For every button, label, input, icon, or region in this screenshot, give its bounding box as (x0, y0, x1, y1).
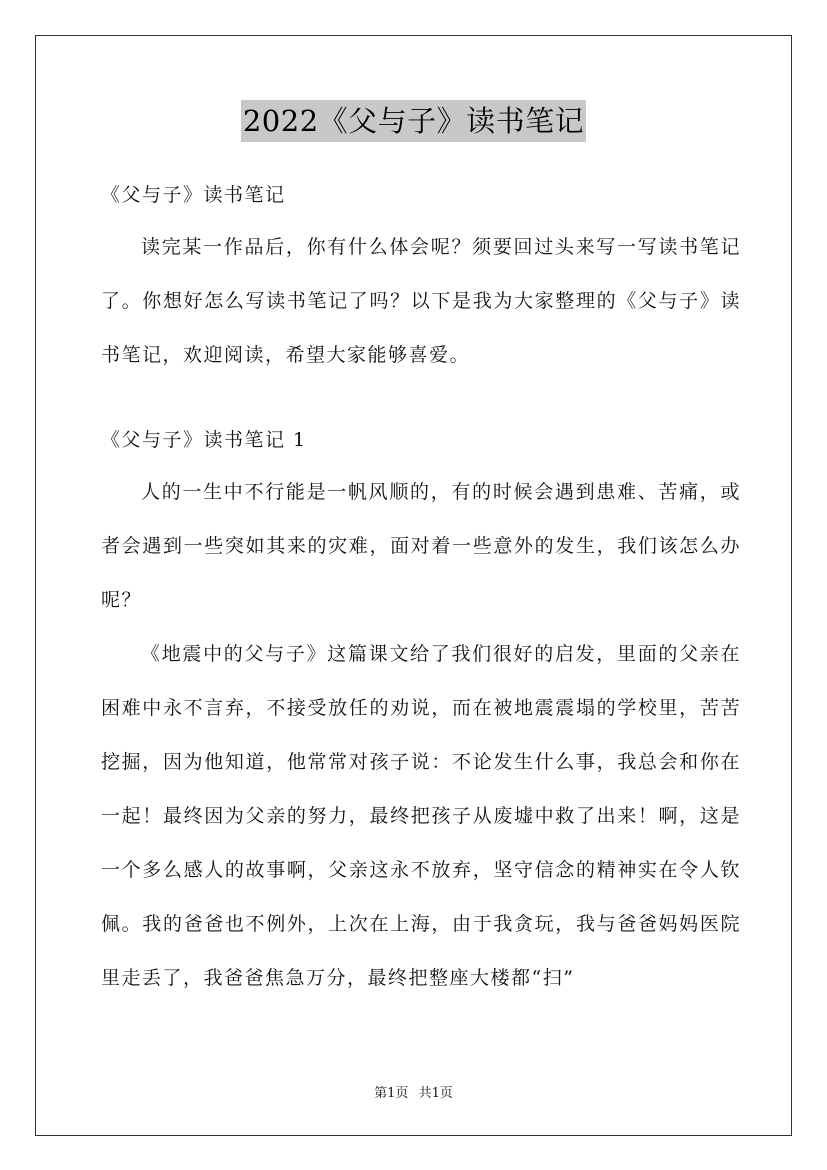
section-heading: 《父与子》读书笔记 1 (101, 429, 307, 451)
section-gap (101, 382, 741, 415)
intro-heading: 《父与子》读书笔记 (101, 184, 286, 206)
page-total: 共1页 (418, 1086, 453, 1101)
title-wrap (0, 100, 827, 142)
page-number: 第1页 (374, 1086, 409, 1101)
document-body (101, 170, 741, 1005)
intro-paragraph: 读完某一作品后，你有什么体会呢？须要回过头来写一写读书笔记了。你想好怎么写读书笔记了吗？以下是我为大家整理的《父与子》读书笔记，欢迎阅读，希望大家能够喜爱。 (101, 236, 741, 366)
document-title: 2022《父与子》读书笔记 (241, 100, 586, 142)
page-footer (0, 1082, 827, 1101)
body-paragraph: 人的一生中不行能是一帆风顺的，有的时候会遇到患难、苦痛，或者会遇到一些突如其来的灾难，面对着一些意外的发生，我们该怎么办呢？ (101, 481, 741, 611)
body-paragraph: 《地震中的父与子》这篇课文给了我们很好的启发，里面的父亲在困难中永不言弃，不接受放任的劝说，而在被地震震塌的学校里，苦苦挖掘，因为他知道，他常常对孩子说：不论发生什么事，我总会和你在一起！最终因为父亲的努力，最终把孩子从废墟中救了出来！啊，这是一个多么感人的故事啊，父亲这永不放弃，坚守信念的精神实在令人钦佩。我的爸爸也不例外，上次在上海，由于我贪玩，我与爸爸妈妈医院里走丢了，我爸爸焦急万分，最终把整座大楼都“扫” (101, 643, 741, 989)
